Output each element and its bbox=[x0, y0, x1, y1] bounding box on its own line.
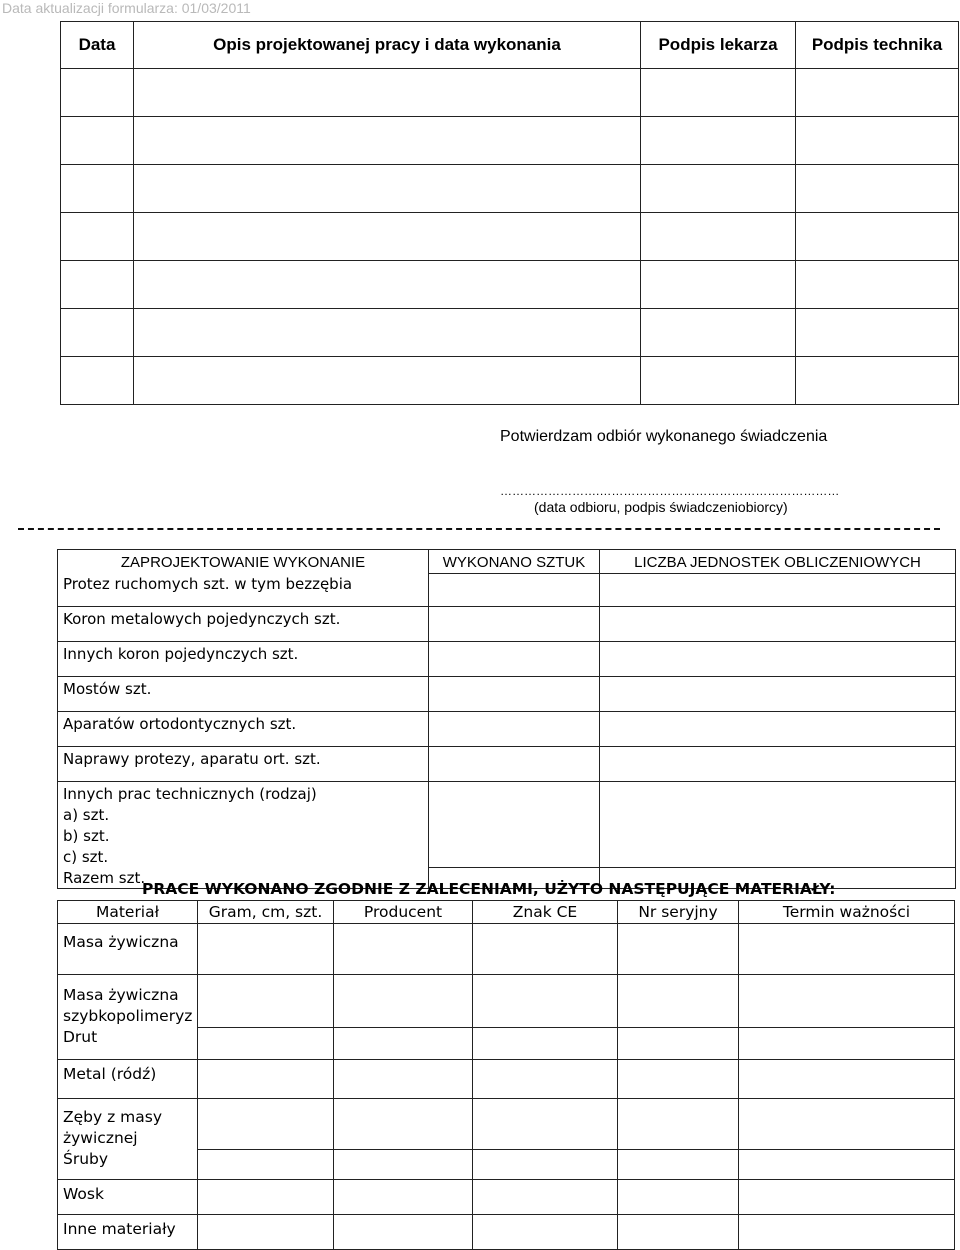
count-cell[interactable] bbox=[429, 676, 600, 711]
material-name-line: Śruby bbox=[63, 1150, 109, 1168]
expiry-cell[interactable] bbox=[739, 1099, 955, 1150]
expiry-cell[interactable] bbox=[739, 1027, 955, 1060]
count-cell[interactable] bbox=[429, 711, 600, 746]
units-table-header bbox=[58, 550, 956, 574]
row-label: Protez ruchomych szt. w tym bezzębia bbox=[58, 574, 429, 607]
work-row bbox=[61, 309, 959, 357]
col-material-header: Materiał bbox=[58, 901, 198, 924]
work-table-header bbox=[61, 22, 959, 69]
material-name-line: żywicznej bbox=[63, 1129, 138, 1147]
material-name bbox=[58, 1215, 198, 1250]
doctor-signature-cell[interactable] bbox=[641, 261, 796, 309]
material-row bbox=[58, 1215, 955, 1250]
material-name-line: Wosk bbox=[63, 1185, 104, 1203]
material-name bbox=[58, 924, 198, 975]
producer-cell[interactable] bbox=[334, 1180, 473, 1215]
description-cell[interactable] bbox=[134, 309, 641, 357]
material-name-line: Masa żywiczna bbox=[63, 933, 179, 951]
serial-cell[interactable] bbox=[618, 975, 739, 1028]
technician-signature-cell[interactable] bbox=[796, 69, 959, 117]
row-label: Aparatów ortodontycznych szt. bbox=[58, 711, 429, 746]
expiry-cell[interactable] bbox=[739, 1149, 955, 1180]
technician-signature-cell[interactable] bbox=[796, 357, 959, 405]
col-count-header: WYKONANO SZTUK bbox=[429, 550, 600, 574]
work-row bbox=[61, 117, 959, 165]
units-row bbox=[58, 606, 956, 641]
row-label: Naprawy protezy, aparatu ort. szt. bbox=[58, 746, 429, 781]
material-row bbox=[58, 1027, 955, 1060]
work-table bbox=[60, 21, 959, 405]
col-date-header: Data bbox=[61, 22, 134, 69]
material-name-line: Zęby z masy bbox=[63, 1108, 163, 1126]
technician-signature-cell[interactable] bbox=[796, 213, 959, 261]
count-cell[interactable] bbox=[429, 641, 600, 676]
count-cell[interactable] bbox=[429, 574, 600, 607]
ce-mark-cell[interactable] bbox=[473, 1149, 618, 1180]
col-serial-header: Nr seryjny bbox=[618, 901, 739, 924]
description-cell[interactable] bbox=[134, 117, 641, 165]
amount-cell[interactable] bbox=[198, 924, 334, 975]
expiry-cell[interactable] bbox=[739, 975, 955, 1028]
ce-mark-cell[interactable] bbox=[473, 1027, 618, 1060]
signature-caption: (data odbioru, podpis świadczeniobiorcy) bbox=[534, 499, 788, 515]
other-works-row bbox=[58, 781, 956, 868]
units-cell[interactable] bbox=[600, 746, 956, 781]
serial-cell[interactable] bbox=[618, 1027, 739, 1060]
serial-cell[interactable] bbox=[618, 1099, 739, 1150]
expiry-cell[interactable] bbox=[739, 924, 955, 975]
producer-cell[interactable] bbox=[334, 924, 473, 975]
ce-mark-cell[interactable] bbox=[473, 1099, 618, 1150]
producer-cell[interactable] bbox=[334, 1099, 473, 1150]
amount-cell[interactable] bbox=[198, 1099, 334, 1150]
material-name-line: Inne materiały bbox=[63, 1220, 176, 1238]
technician-signature-cell[interactable] bbox=[796, 117, 959, 165]
row-label: Mostów szt. bbox=[58, 676, 429, 711]
date-cell[interactable] bbox=[61, 69, 134, 117]
col-technician-signature-header: Podpis technika bbox=[796, 22, 959, 69]
units-row bbox=[58, 641, 956, 676]
material-name bbox=[58, 1180, 198, 1215]
col-producer-header: Producent bbox=[334, 901, 473, 924]
expiry-cell[interactable] bbox=[739, 1215, 955, 1250]
work-row bbox=[61, 165, 959, 213]
work-row bbox=[61, 213, 959, 261]
technician-signature-cell[interactable] bbox=[796, 309, 959, 357]
amount-cell[interactable] bbox=[198, 1060, 334, 1099]
description-cell[interactable] bbox=[134, 69, 641, 117]
date-cell[interactable] bbox=[61, 261, 134, 309]
doctor-signature-cell[interactable] bbox=[641, 309, 796, 357]
material-row bbox=[58, 1180, 955, 1215]
col-design-header: ZAPROJEKTOWANIE WYKONANIE bbox=[58, 550, 429, 574]
serial-cell[interactable] bbox=[618, 1180, 739, 1215]
units-row bbox=[58, 574, 956, 607]
description-cell[interactable] bbox=[134, 165, 641, 213]
ce-mark-cell[interactable] bbox=[473, 1180, 618, 1215]
doctor-signature-cell[interactable] bbox=[641, 165, 796, 213]
material-name bbox=[58, 975, 198, 1028]
materials-table-header bbox=[58, 901, 955, 924]
units-row bbox=[58, 746, 956, 781]
description-cell[interactable] bbox=[134, 213, 641, 261]
units-cell[interactable] bbox=[600, 676, 956, 711]
material-row bbox=[58, 1099, 955, 1150]
work-row bbox=[61, 69, 959, 117]
other-works-c: c) szt. bbox=[63, 847, 109, 866]
technician-signature-cell[interactable] bbox=[796, 261, 959, 309]
count-cell[interactable] bbox=[429, 746, 600, 781]
material-row bbox=[58, 1060, 955, 1099]
doctor-signature-cell[interactable] bbox=[641, 213, 796, 261]
units-row bbox=[58, 676, 956, 711]
materials-title: PRACE WYKONANO ZGODNIE Z ZALECENIAMI, UŻYTO NASTĘPUJĄCE MATERIAŁY: bbox=[142, 880, 836, 898]
amount-cell[interactable] bbox=[198, 1215, 334, 1250]
material-row bbox=[58, 975, 955, 1028]
materials-table bbox=[57, 900, 955, 1250]
material-name-line: Drut bbox=[63, 1028, 98, 1046]
other-works-label bbox=[58, 781, 429, 868]
ce-mark-cell[interactable] bbox=[473, 924, 618, 975]
units-cell[interactable] bbox=[600, 641, 956, 676]
count-cell[interactable] bbox=[429, 606, 600, 641]
date-cell[interactable] bbox=[61, 309, 134, 357]
units-cell[interactable] bbox=[600, 606, 956, 641]
date-cell[interactable] bbox=[61, 213, 134, 261]
other-works-a: a) szt. bbox=[63, 805, 110, 824]
description-cell[interactable] bbox=[134, 357, 641, 405]
amount-cell[interactable] bbox=[198, 975, 334, 1028]
doctor-signature-cell[interactable] bbox=[641, 69, 796, 117]
col-expiry-header: Termin ważności bbox=[739, 901, 955, 924]
producer-cell[interactable] bbox=[334, 1149, 473, 1180]
ce-mark-cell[interactable] bbox=[473, 975, 618, 1028]
col-description-header: Opis projektowanej pracy i data wykonania bbox=[134, 22, 641, 69]
amount-cell[interactable] bbox=[198, 1027, 334, 1060]
total-label: Razem szt. bbox=[58, 868, 429, 889]
material-name bbox=[58, 1099, 198, 1150]
material-name bbox=[58, 1027, 198, 1060]
other-works-title: Innych prac technicznych (rodzaj) bbox=[63, 784, 317, 803]
row-label: Koron metalowych pojedynczych szt. bbox=[58, 606, 429, 641]
serial-cell[interactable] bbox=[618, 1060, 739, 1099]
technician-signature-cell[interactable] bbox=[796, 165, 959, 213]
expiry-cell[interactable] bbox=[739, 1060, 955, 1099]
material-name-line: Masa żywiczna bbox=[63, 986, 179, 1004]
row-label: Innych koron pojedynczych szt. bbox=[58, 641, 429, 676]
producer-cell[interactable] bbox=[334, 1215, 473, 1250]
other-works-b: b) szt. bbox=[63, 826, 110, 845]
signature-dotted-line[interactable]: …………………….…………………………………………………… bbox=[500, 484, 840, 498]
cut-line-divider bbox=[18, 528, 940, 530]
producer-cell[interactable] bbox=[334, 975, 473, 1028]
units-cell[interactable] bbox=[600, 781, 956, 868]
description-cell[interactable] bbox=[134, 261, 641, 309]
col-ce-mark-header: Znak CE bbox=[473, 901, 618, 924]
date-cell[interactable] bbox=[61, 117, 134, 165]
producer-cell[interactable] bbox=[334, 1060, 473, 1099]
material-name-line: szybkopolimeryz bbox=[63, 1007, 193, 1025]
col-units-header: LICZBA JEDNOSTEK OBLICZENIOWYCH bbox=[600, 550, 956, 574]
material-name-line: Metal (ródź) bbox=[63, 1065, 157, 1083]
doctor-signature-cell[interactable] bbox=[641, 117, 796, 165]
doctor-signature-cell[interactable] bbox=[641, 357, 796, 405]
receipt-confirmation-text: Potwierdzam odbiór wykonanego świadczenia bbox=[500, 428, 828, 445]
amount-cell[interactable] bbox=[198, 1149, 334, 1180]
ce-mark-cell[interactable] bbox=[473, 1060, 618, 1099]
units-row bbox=[58, 711, 956, 746]
serial-cell[interactable] bbox=[618, 1149, 739, 1180]
form-update-date: Data aktualizacji formularza: 01/03/2011 bbox=[2, 0, 251, 16]
material-name bbox=[58, 1060, 198, 1099]
material-name bbox=[58, 1149, 198, 1180]
date-cell[interactable] bbox=[61, 357, 134, 405]
units-cell[interactable] bbox=[600, 711, 956, 746]
material-row bbox=[58, 924, 955, 975]
serial-cell[interactable] bbox=[618, 924, 739, 975]
units-cell[interactable] bbox=[600, 574, 956, 607]
material-row bbox=[58, 1149, 955, 1180]
producer-cell[interactable] bbox=[334, 1027, 473, 1060]
work-row bbox=[61, 357, 959, 405]
serial-cell[interactable] bbox=[618, 1215, 739, 1250]
col-amount-header: Gram, cm, szt. bbox=[198, 901, 334, 924]
ce-mark-cell[interactable] bbox=[473, 1215, 618, 1250]
work-row bbox=[61, 261, 959, 309]
amount-cell[interactable] bbox=[198, 1180, 334, 1215]
expiry-cell[interactable] bbox=[739, 1180, 955, 1215]
units-table bbox=[57, 549, 956, 889]
col-doctor-signature-header: Podpis lekarza bbox=[641, 22, 796, 69]
date-cell[interactable] bbox=[61, 165, 134, 213]
count-cell[interactable] bbox=[429, 781, 600, 868]
